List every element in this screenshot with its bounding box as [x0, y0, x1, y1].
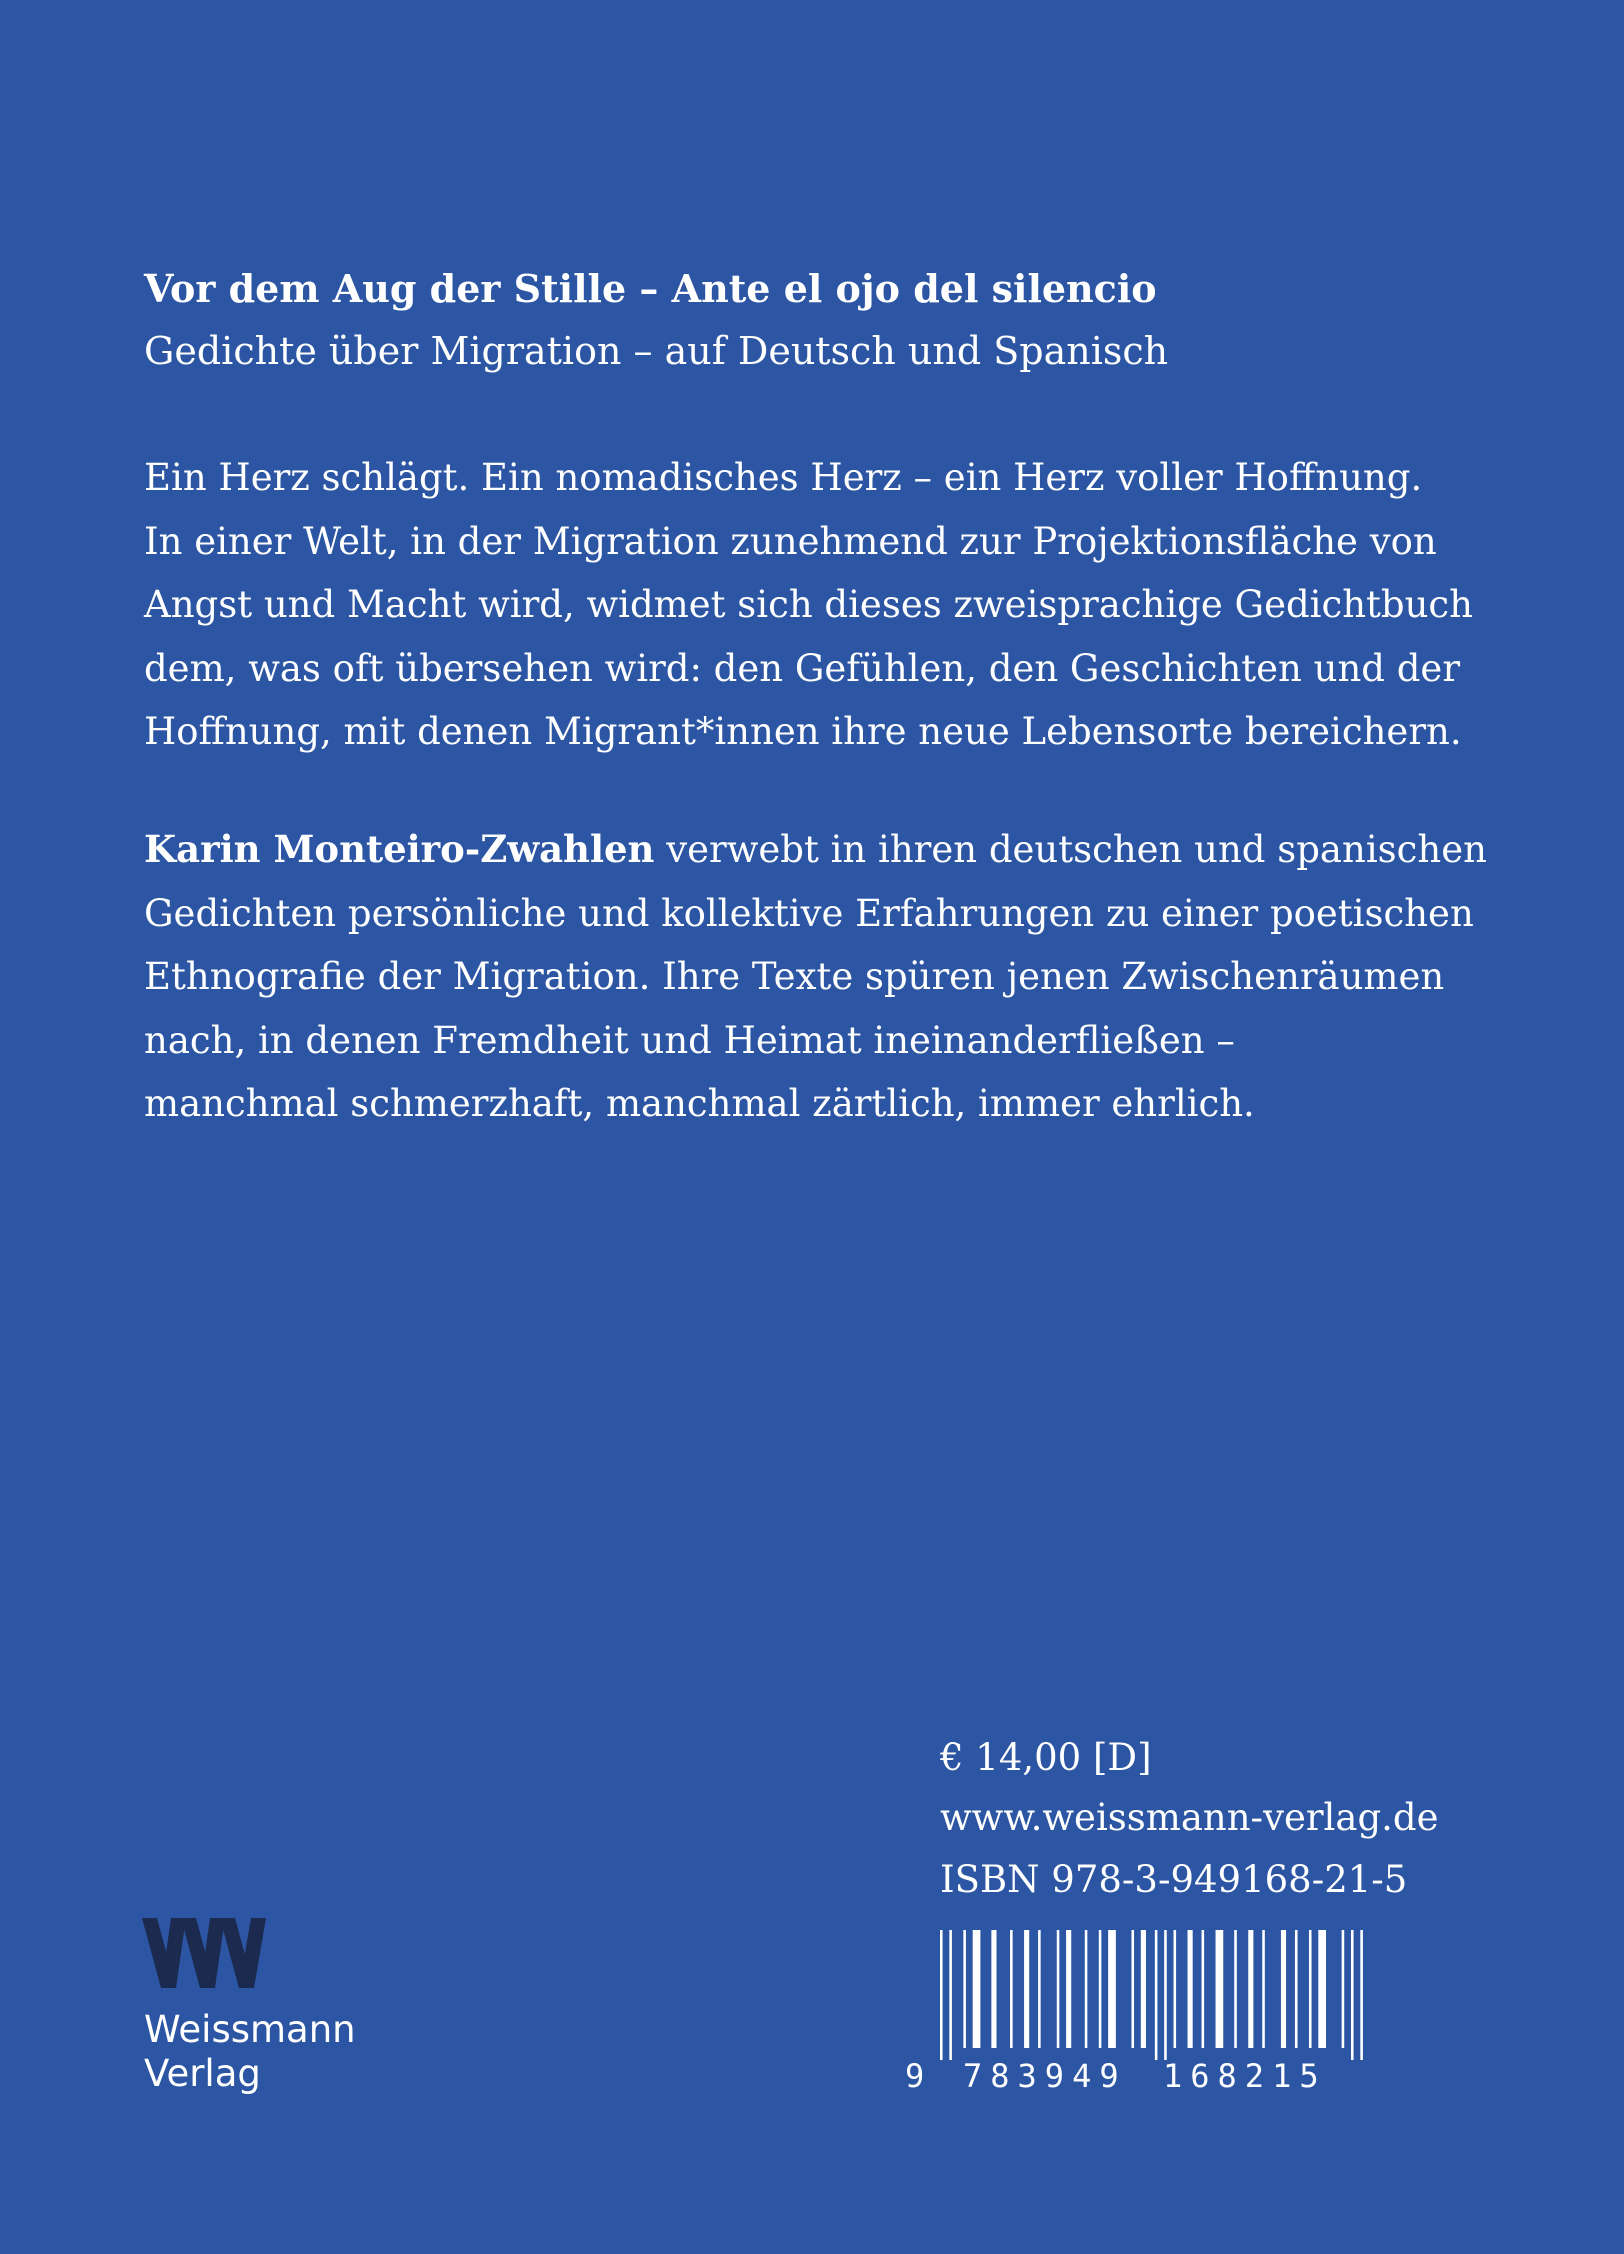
- barcode-digits: [905, 2054, 1365, 2098]
- barcode-bar: [1318, 1930, 1326, 2048]
- barcode-bar: [1164, 1930, 1167, 2060]
- barcode-bar: [1024, 1930, 1029, 2048]
- author-name: Karin Monteiro-Zwahlen: [144, 827, 655, 871]
- isbn: ISBN 978-3-949168-21-5: [940, 1858, 1408, 1901]
- book-title: Vor dem Aug der Stille – Ante el ojo del silencio: [144, 266, 1157, 311]
- publisher-logo: [142, 1918, 382, 2118]
- barcode-bar: [1351, 1930, 1354, 2060]
- blurb-line: Hoffnung, mit denen Migrant*innen ihre neue Lebensorte bereichern.: [144, 710, 1462, 753]
- blurb-paragraph-2: [144, 818, 1487, 1136]
- barcode-bar: [1234, 1930, 1237, 2048]
- blurb-line: Gedichten persönliche und kollektive Erfahrungen zu einer poetischen: [144, 891, 1474, 935]
- publisher-website: www.weissmann-verlag.de: [940, 1796, 1439, 1839]
- barcode-bars: [940, 1930, 1365, 2060]
- barcode-bar: [1188, 1930, 1193, 2048]
- publisher-name-line-2: Verlag: [144, 2052, 261, 2095]
- barcode-bar: [1057, 1930, 1060, 2048]
- barcode-bar: [1202, 1930, 1205, 2048]
- blurb-line: [144, 818, 1487, 882]
- barcode-bar: [1295, 1930, 1298, 2048]
- barcode-bar: [1010, 1930, 1013, 2048]
- barcode-bar: [963, 1930, 966, 2048]
- barcode-bar: [1360, 1930, 1363, 2060]
- barcode-right-group: 168215: [1163, 2057, 1327, 2095]
- publisher-name: [144, 2008, 356, 2096]
- blurb-line: nach, in denen Fremdheit und Heimat ineinanderfließen –: [144, 1018, 1235, 1062]
- blurb-line: Angst und Macht wird, widmet sich dieses zweisprachige Gedichtbuch: [144, 583, 1473, 626]
- price: € 14,00 [D]: [940, 1736, 1152, 1779]
- isbn-barcode: [905, 1930, 1365, 2098]
- barcode-bar: [1262, 1930, 1265, 2048]
- barcode-bar: [1066, 1930, 1071, 2048]
- barcode-bar: [1131, 1930, 1134, 2048]
- publisher-name-line-1: Weissmann: [144, 2008, 356, 2051]
- barcode-bar: [973, 1930, 981, 2048]
- barcode-first-digit: 9: [905, 2057, 925, 2095]
- blurb-line: dem, was oft übersehen wird: den Gefühlen, den Geschichten und der: [144, 646, 1461, 690]
- barcode-bar: [940, 1930, 943, 2060]
- barcode-bar: [1099, 1930, 1102, 2048]
- barcode-bar: [1174, 1930, 1177, 2048]
- barcode-bar: [991, 1930, 996, 2048]
- barcode-bar: [1085, 1930, 1088, 2048]
- barcode-bar: [1216, 1930, 1224, 2048]
- barcode-bar: [1155, 1930, 1158, 2060]
- blurb-paragraph-1: [144, 446, 1473, 764]
- barcode-bar: [949, 1930, 952, 2060]
- barcode-bar: [1038, 1930, 1041, 2048]
- barcode-bar: [1248, 1930, 1253, 2048]
- book-subtitle: Gedichte über Migration – auf Deutsch und Spanisch: [144, 329, 1169, 373]
- barcode-bar: [1309, 1930, 1312, 2048]
- barcode-bar: [1281, 1930, 1286, 2048]
- blurb-line: manchmal schmerzhaft, manchmal zärtlich, immer ehrlich.: [144, 1082, 1255, 1125]
- blurb-line: Ethnografie der Migration. Ihre Texte spüren jenen Zwischenräumen: [144, 955, 1445, 998]
- weissmann-logo-mark: [142, 1918, 266, 1988]
- blurb-line-rest: verwebt in ihren deutschen und spanischen: [654, 828, 1487, 871]
- blurb-line: In einer Welt, in der Migration zunehmend zur Projektionsfläche von: [144, 519, 1437, 563]
- barcode-left-group: 783949: [963, 2057, 1127, 2095]
- barcode-bar: [1108, 1930, 1116, 2048]
- barcode-bar: [1342, 1930, 1345, 2048]
- blurb-line: Ein Herz schlägt. Ein nomadisches Herz – ein Herz voller Hoffnung.: [144, 456, 1423, 499]
- barcode-bar: [1141, 1930, 1146, 2048]
